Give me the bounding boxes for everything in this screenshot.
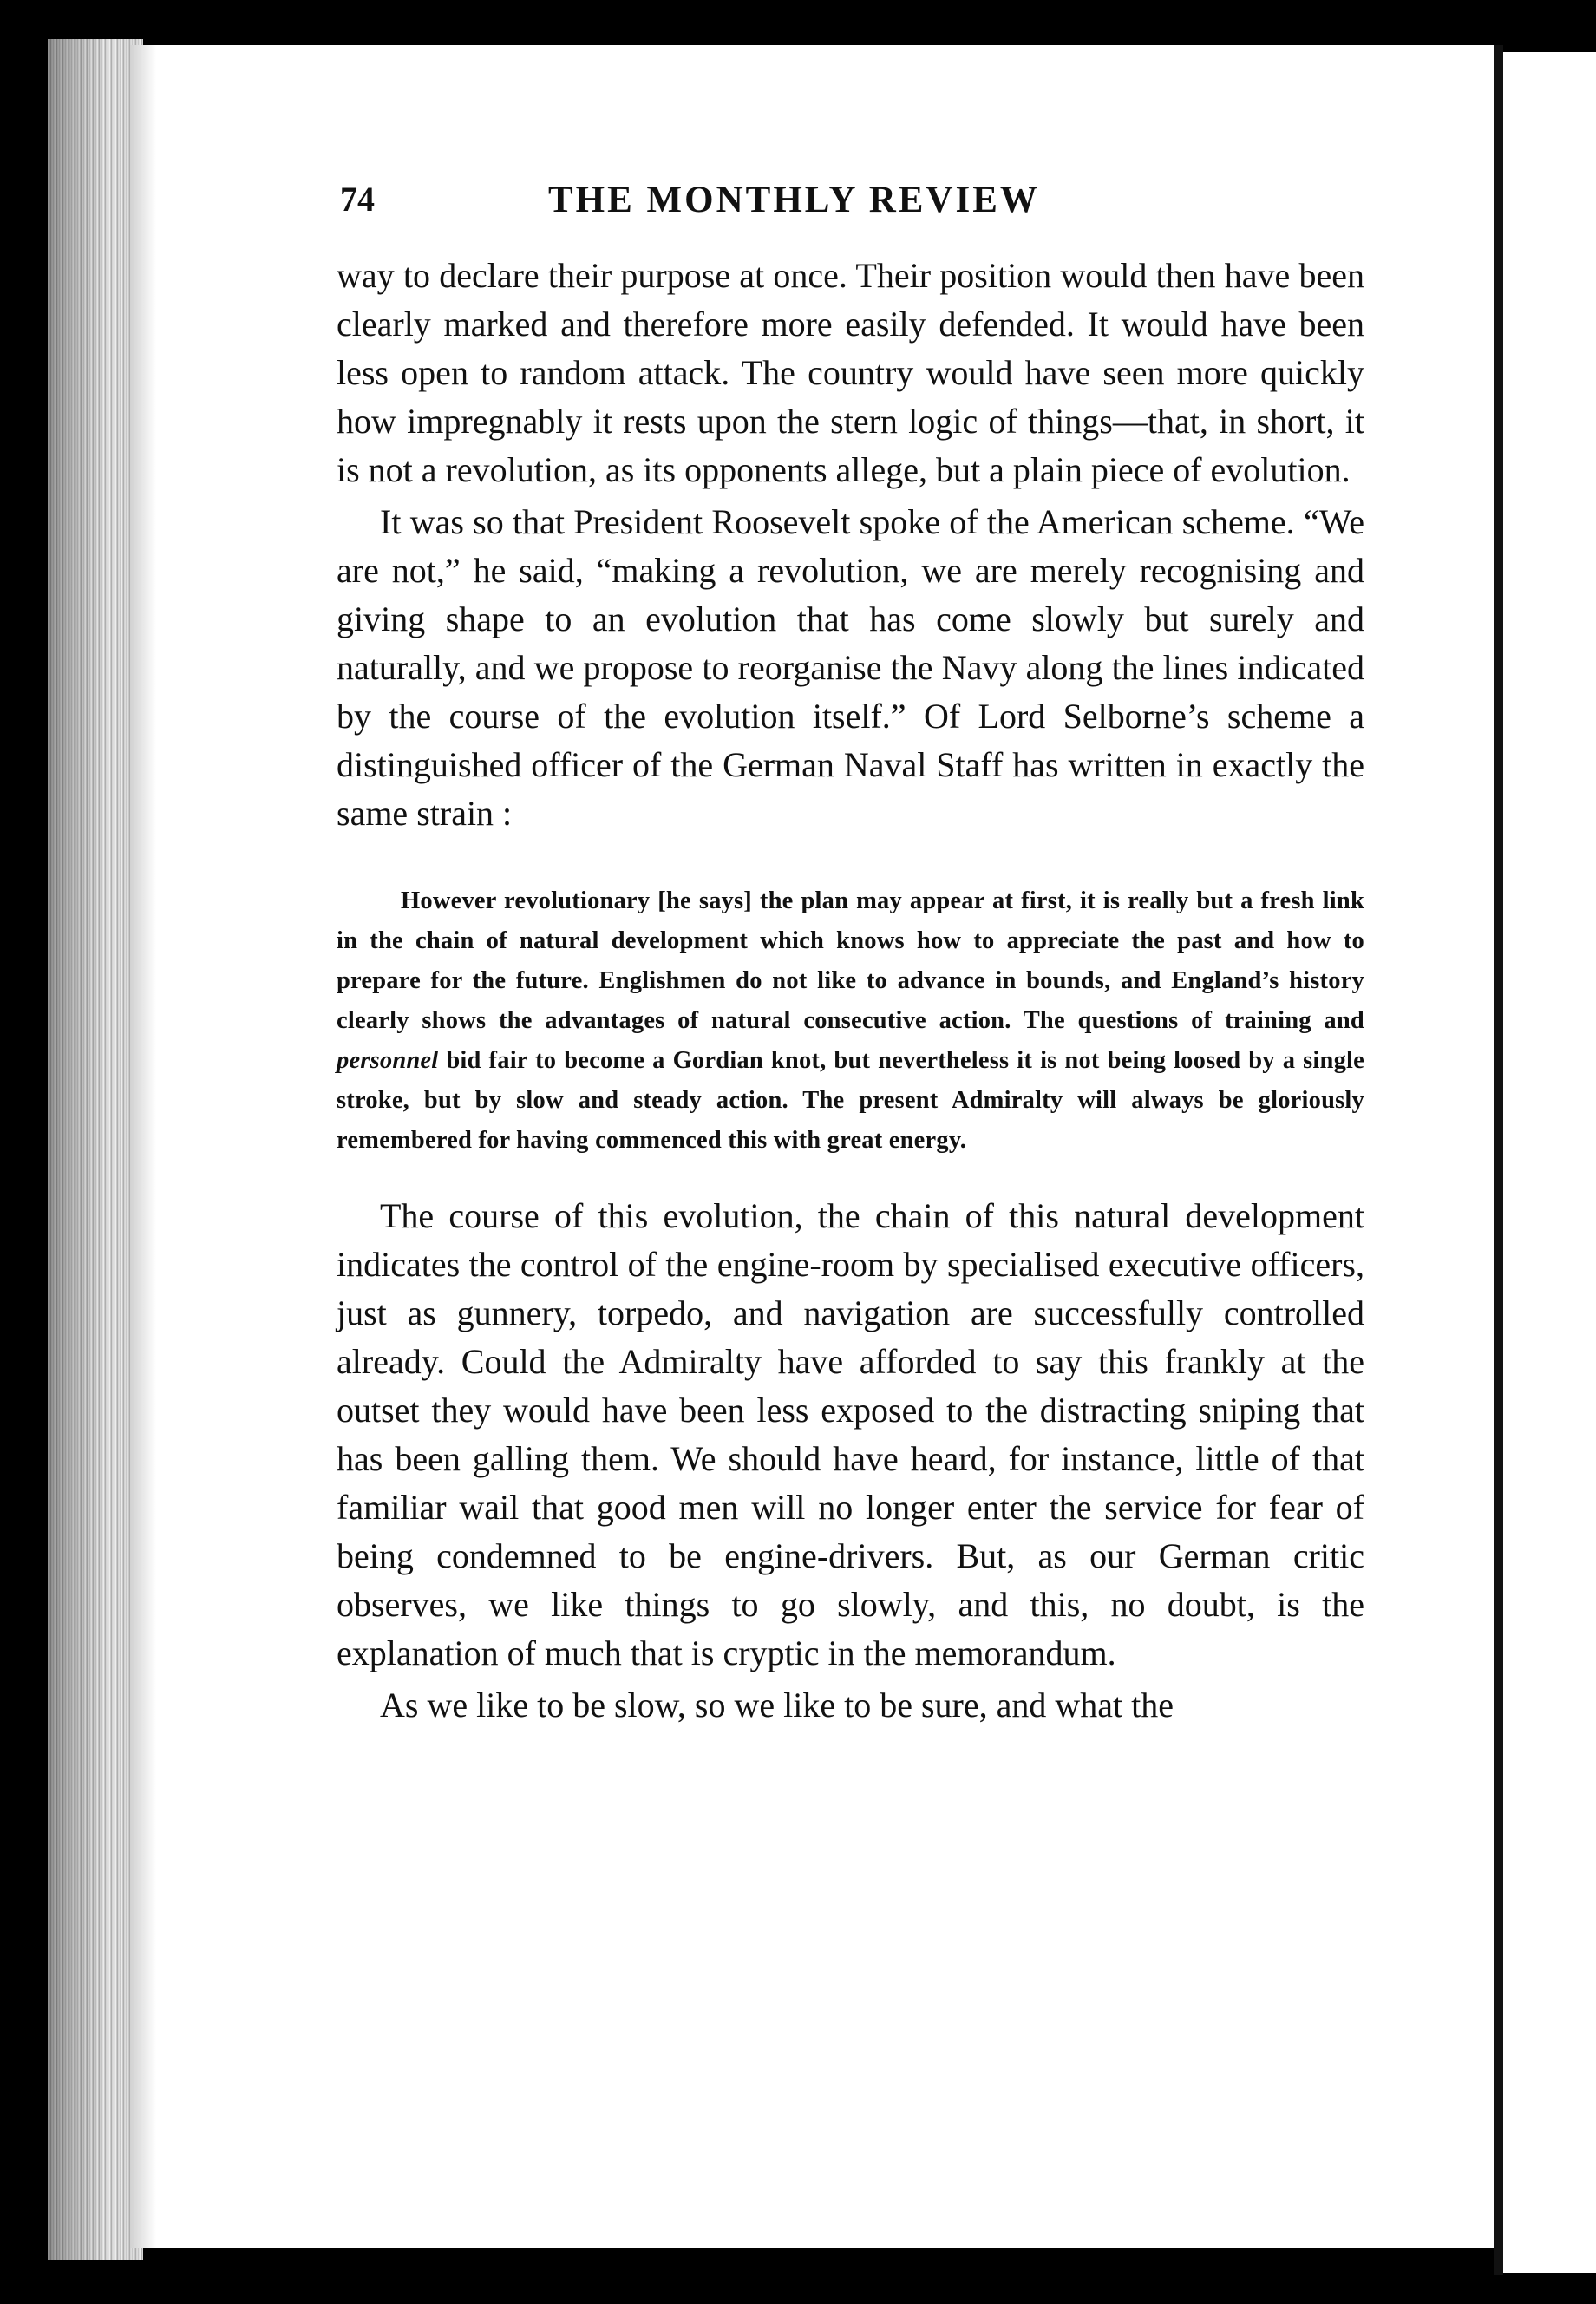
quote-text-end: bid fair to become a Gordian knot, but nevertheless it is not being loosed by a single stroke, but by slow and steady action. The present Admiralty will always be gloriously remembered for having commenced this with great energy. (337, 1047, 1364, 1154)
book-gutter (1494, 45, 1503, 2275)
page-inner-shadow (130, 45, 156, 2248)
paragraph-evolution: The course of this evolution, the chain of this natural development indicates the control of the engine-room by specialised executive officers, just as gunnery, torpedo, and navigation are successfully controlled already. Could the Admiralty have afforded to say this frankly at the outset they would have been less exposed to the distracting sniping that has been galling them. We should have heard, for instance, little of that familiar wail that good men will no longer enter the service for fear of being condemned to be engine-drivers. But, as our German critic observes, we like things to go slowly, and this, no doubt, is the explanation of much that is cryptic in the memorandum. (337, 1196, 1364, 1672)
block-quote (337, 881, 1364, 1161)
paragraph-final-line: As we like to be slow, so we like to be sure, and what the (380, 1685, 1174, 1725)
paragraph-continued: way to declare their purpose at once. Their position would then have been clearly marked and therefore more easily defended. It would have been less open to random attack. The country would have seen more quickly how impregnably it rests upon the stern logic of things—that, in short, it is not a revolution, as its opponents allege, but a plain piece of evolution. (337, 256, 1364, 489)
running-head (340, 179, 1329, 231)
quote-text-start: However revolutionary [he says] the plan may appear at first, it is really but a fresh link in the chain of natural development which knows how to appreciate the past and how to prepare for the future. Englishmen do not like to advance in bounds, and England’s history clearly shows the advantages of natural consecutive action. The questions of training and (337, 887, 1364, 1034)
journal-title: THE MONTHLY REVIEW (548, 180, 1040, 220)
facing-page-edge (1503, 52, 1596, 2273)
paragraph-roosevelt: It was so that President Roosevelt spoke of the American scheme. “We are not,” he said, “making a revolution, we are merely recognising and giving shape to an evolution that has come slowly but surely and naturally, and we propose to reorganise the Navy along the lines indicated by the course of the evolution itself.” Of Lord Selborne’s scheme a distinguished officer of the German Naval Staff has written in exactly the same strain : (337, 502, 1364, 833)
quote-italic-word: personnel (337, 1047, 439, 1074)
page-number: 74 (340, 180, 375, 219)
page-edge-shadow (48, 39, 143, 2260)
body-text (337, 252, 1364, 1730)
